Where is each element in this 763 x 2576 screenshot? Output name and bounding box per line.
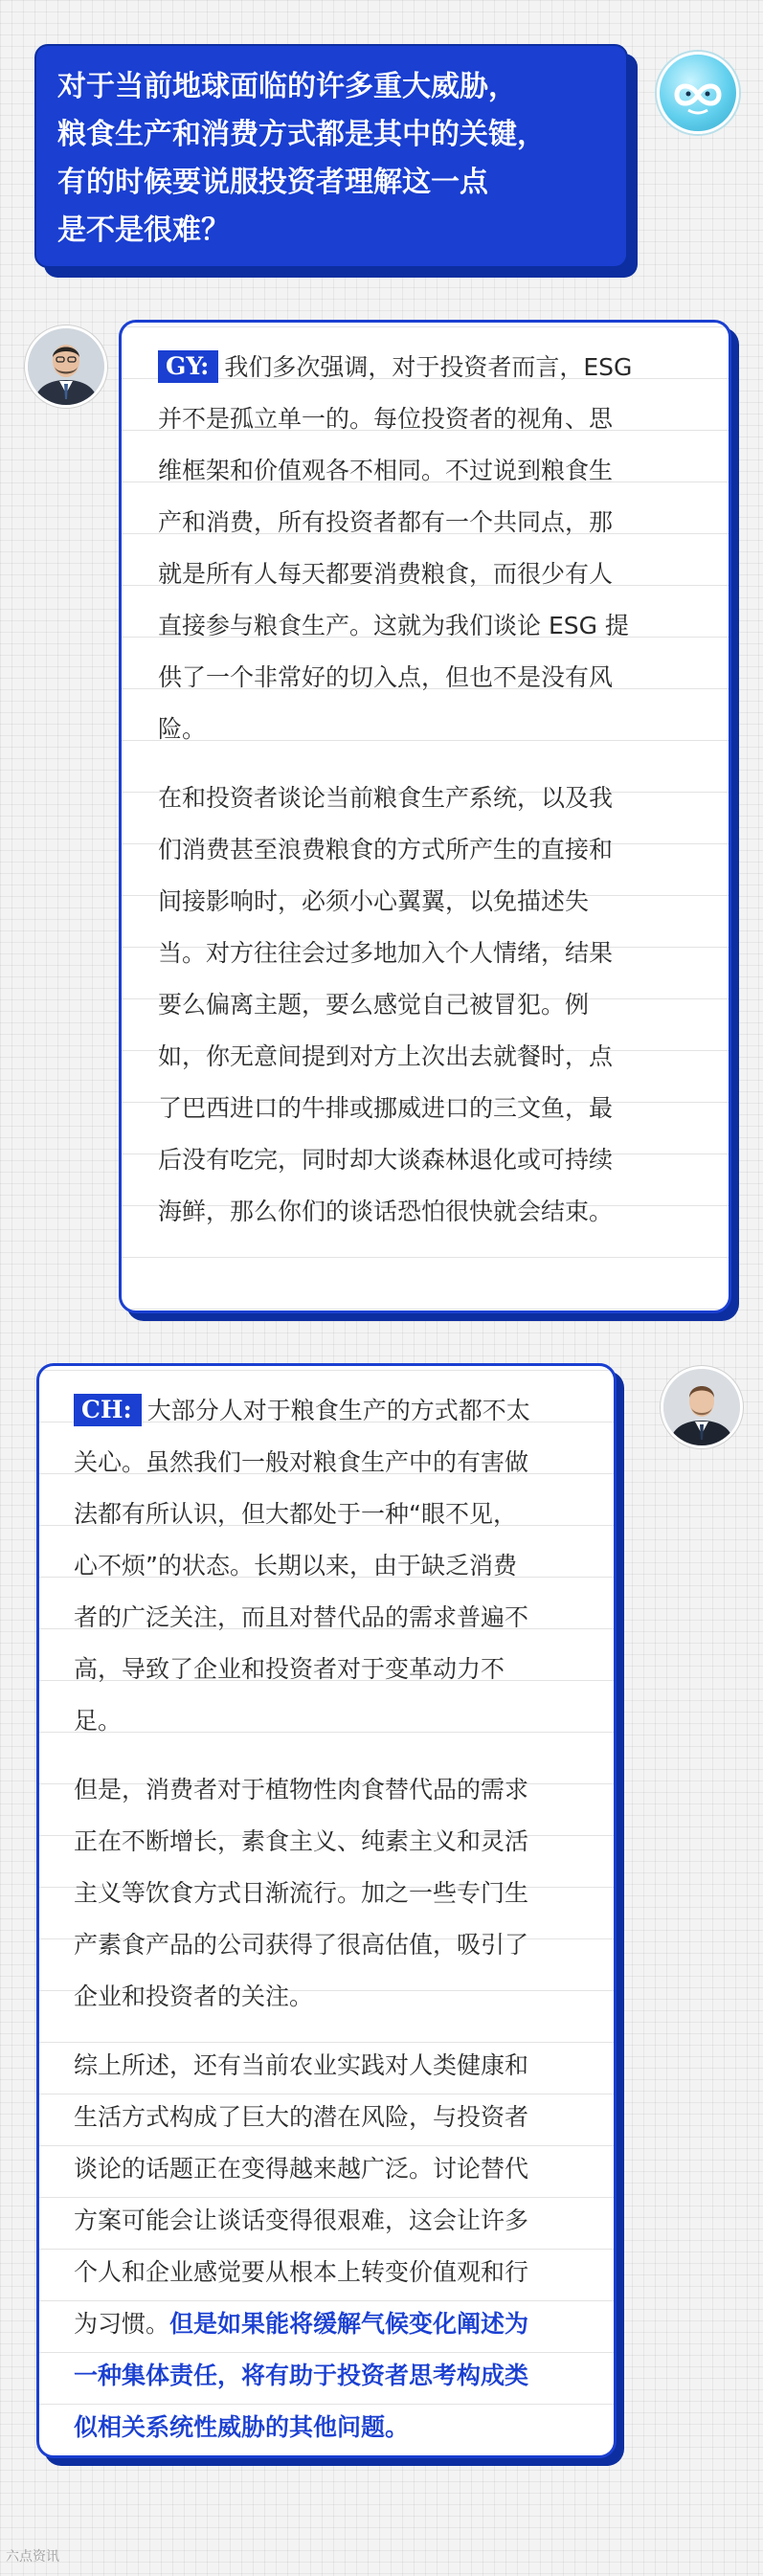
ch-paragraph-3-highlight: 但是如果能将缓解气候变化阐述为 一种集体责任，将有助于投资者思考构成类 似相关系统性威胁的其他问题。 <box>74 2310 529 2441</box>
ch-paragraph-3 <box>74 2040 528 2453</box>
ch-speaker-tag: CH: <box>74 1394 142 1426</box>
gy-paragraph-1 <box>158 342 632 755</box>
ch-paragraph-1-rest: 关心。虽然我们一般对粮食生产中的有害做 法都有所认识，但大都处于一种“眼不见， 心不烦”的状态。长期以来，由于缺乏消费 者的广泛关注，而且对替代品的需求普遍不 高，导致了企业和投资者对于变革动力不 足。 <box>74 1448 529 1735</box>
gy-speaker-tag: GY: <box>158 350 218 383</box>
ch-paragraph-1-first-line: 大部分人对于粮食生产的方式都不太 <box>146 1397 530 1424</box>
gy-paragraph-2: 在和投资者谈论当前粮食生产系统，以及我 们消费甚至浪费粮食的方式所产生的直接和 间接影响时，必须小心翼翼，以免描述失 当。对方往往会过多地加入个人情绪，结果 要么偏离主题，要么感觉自己被冒犯。例 如，你无意间提到对方上次出去就餐时，点 了巴西进口的牛排或挪威进口的三文鱼，最 后没有吃完，同时却大谈森林退化或可持续 海鲜，那么你们的谈话恐怕很快就会结束。 <box>158 784 614 1225</box>
infinity-cartoon-icon <box>657 52 739 134</box>
gy-avatar <box>25 325 107 408</box>
gy-paragraph-1-first-line: 我们多次强调，对于投资者而言，ESG <box>224 353 633 381</box>
ch-card <box>36 1363 617 2458</box>
ch-paragraph-2: 但是，消费者对于植物性肉食替代品的需求 正在不断增长，素食主义、纯素主义和灵活 主义等饮食方式日渐流行。加之一些专门生 产素食产品的公司获得了很高估值，吸引了 企业和投资者的关注。 <box>74 1776 529 2010</box>
watermark: 六点资讯 <box>6 2549 59 2565</box>
gy-card <box>119 320 731 1313</box>
question-text: 对于当前地球面临的许多重大威胁， 粮食生产和消费方式都是其中的关键， 有的时候要说服投资者理解这一点 是不是很难？ <box>57 70 546 247</box>
question-bubble <box>34 44 628 268</box>
gy-paragraph-1-rest: 并不是孤立单一的。每位投资者的视角、思 维框架和价值观各不相同。不过说到粮食生 产和消费，所有投资者都有一个共同点，那 就是所有人每天都要消费粮食，而很少有人 直接参与粮食生产。这就为我们谈论 ESG 提 供了一个非常好的切入点，但也不是没有风 险。 <box>158 405 629 743</box>
ch-paragraph-3-plain: 综上所述，还有当前农业实践对人类健康和 生活方式构成了巨大的潜在风险，与投资者 谈论的话题正在变得越来越广泛。讨论替代 方案可能会让谈话变得很艰难，这会让许多 个人和企业感觉要从根本上转变价值观和行 为习惯。 <box>74 2051 529 2338</box>
ch-avatar <box>661 1366 743 1448</box>
ch-paragraph-1 <box>74 1385 530 1747</box>
